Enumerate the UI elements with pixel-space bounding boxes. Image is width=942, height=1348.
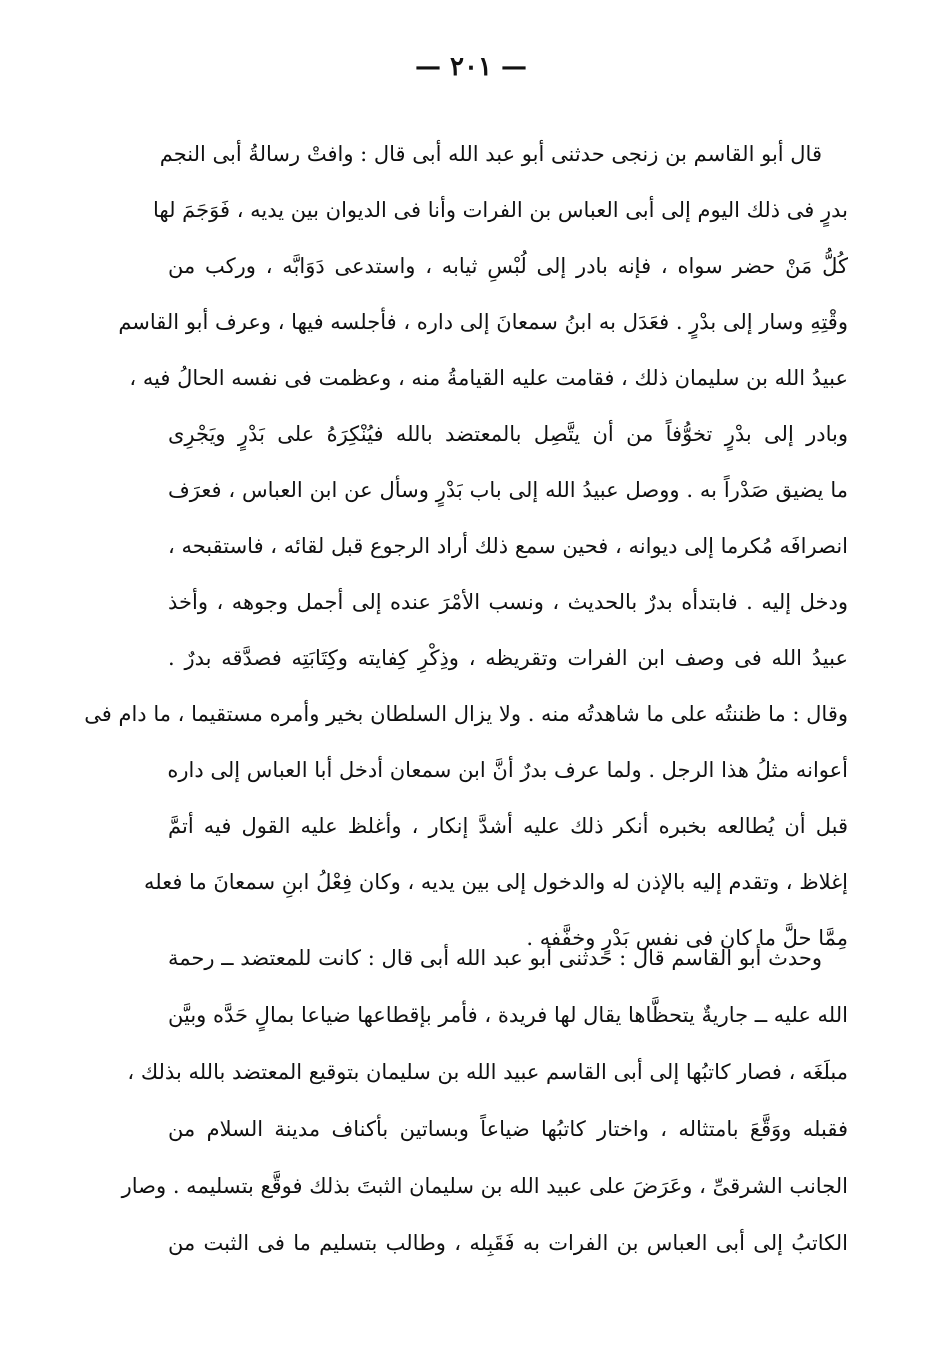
text-line: قال أبو القاسم بن زنجى حدثنى أبو عبد الله أبى قال : وافتْ رسالةُ أبى النجم xyxy=(159,142,822,166)
text-line: عبيدُ الله فى وصف ابن الفرات وتقريظه ، وذِكْرِ كِفايته وكِتَابَتِه فصدَّقه بدرٌ . xyxy=(168,646,848,670)
text-line: الكاتبُ إلى أبى العباس بن الفرات به فَقَبِله ، وطالب بتسليم ما فى الثبت من xyxy=(168,1231,848,1255)
text-line: كُلُّ مَنْ حضر سواه ، فإنه بادر إلى لُبْسِ ثيابه ، واستدعى دَوَابَّه ، وركب من xyxy=(168,254,848,278)
text-line: انصرافَه مُكرما إلى ديوانه ، فحين سمع ذلك أراد الرجوع قبل لقائه ، فاستقبحه ، xyxy=(168,534,848,558)
text-line: قبل أن يُطالعه بخبره أنكر ذلك عليه أشدَّ إنكار ، وأغلظ عليه القول فيه أتمَّ xyxy=(168,814,848,838)
text-line: وقال : ما ظننتُه على ما شاهدتُه منه . ولا يزال السلطان بخير وأمره مستقيما ، ما دام فى xyxy=(84,702,848,726)
paragraph-1 xyxy=(84,126,848,966)
text-line: وقْتِهِ وسار إلى بدْرٍ . فعَدَل به ابنُ سمعانَ إلى داره ، فأجلسه فيها ، وعرف أبو القاسم xyxy=(118,310,848,334)
text-line: مِمَّا حلَّ ما كان فى نفس بَدْرٍ وخفَّفه . xyxy=(526,926,848,950)
text-line: الله عليه ــ جاريةٌ يتحظَّاها يقال لها فريدة ، فأمر بإقطاعها ضياعا بمالٍ حَدَّه وبيَّن xyxy=(168,1003,848,1027)
page-number: — ٢٠١ — xyxy=(414,52,528,82)
text-line: فقبله ووَقَّعَ بامتثاله ، واختار كاتبُها ضياعاً وبساتين بأكناف مدينة السلام من xyxy=(168,1117,848,1141)
text-line: ودخل إليه . فابتدأه بدرٌ بالحديث ، ونسب الأمْرَ عنده إلى أجمل وجوهه ، وأخذ xyxy=(168,590,848,614)
text-line: وبادر إلى بدْرٍ تخوُّفاً من أن يتَّصِل بالمعتضد بالله فيُنْكِرَهُ على بَدْرٍ ويَجْرِى xyxy=(168,422,848,446)
text-line: مبلَغَه ، فصار كاتبُها إلى أبى القاسم عبيد الله بن سليمان بتوقيع المعتضد بالله بذلك ، xyxy=(127,1060,848,1084)
text-line: ما يضيق صَدْراً به . ووصل عبيدُ الله إلى باب بَدْرٍ وسأل عن ابن العباس ، فعرَف xyxy=(168,478,848,502)
text-line: إغلاظ ، وتقدم إليه بالإذن له والدخول إلى بين يديه ، وكان فِعْلُ ابنِ سمعانَ ما فعله xyxy=(143,870,848,894)
paragraph-2 xyxy=(121,930,848,1272)
text-line: وحدث أبو القاسم قال : حدثنى أبو عبد الله أبى قال : كانت للمعتضد ــ رحمة xyxy=(168,946,822,970)
text-line: أعوانه مثلُ هذا الرجل . ولما عرف بدرٌ أنَّ ابن سمعان أدخل أبا العباس إلى داره xyxy=(167,758,848,782)
text-line: عبيدُ الله بن سليمان ذلك ، فقامت عليه القيامةُ منه ، وعظمت فى نفسه الحالُ فيه ، xyxy=(129,366,848,390)
text-line: بدرٍ فى ذلك اليوم إلى أبى العباس بن الفرات وأنا فى الديوان بين يديه ، فَوَجَمَ لها xyxy=(153,198,848,222)
text-line: الجانب الشرقىِّ ، وعَرَضَ على عبيد الله بن سليمان الثبتَ بذلك فوقَّع بتسليمه . وصار xyxy=(121,1174,848,1198)
